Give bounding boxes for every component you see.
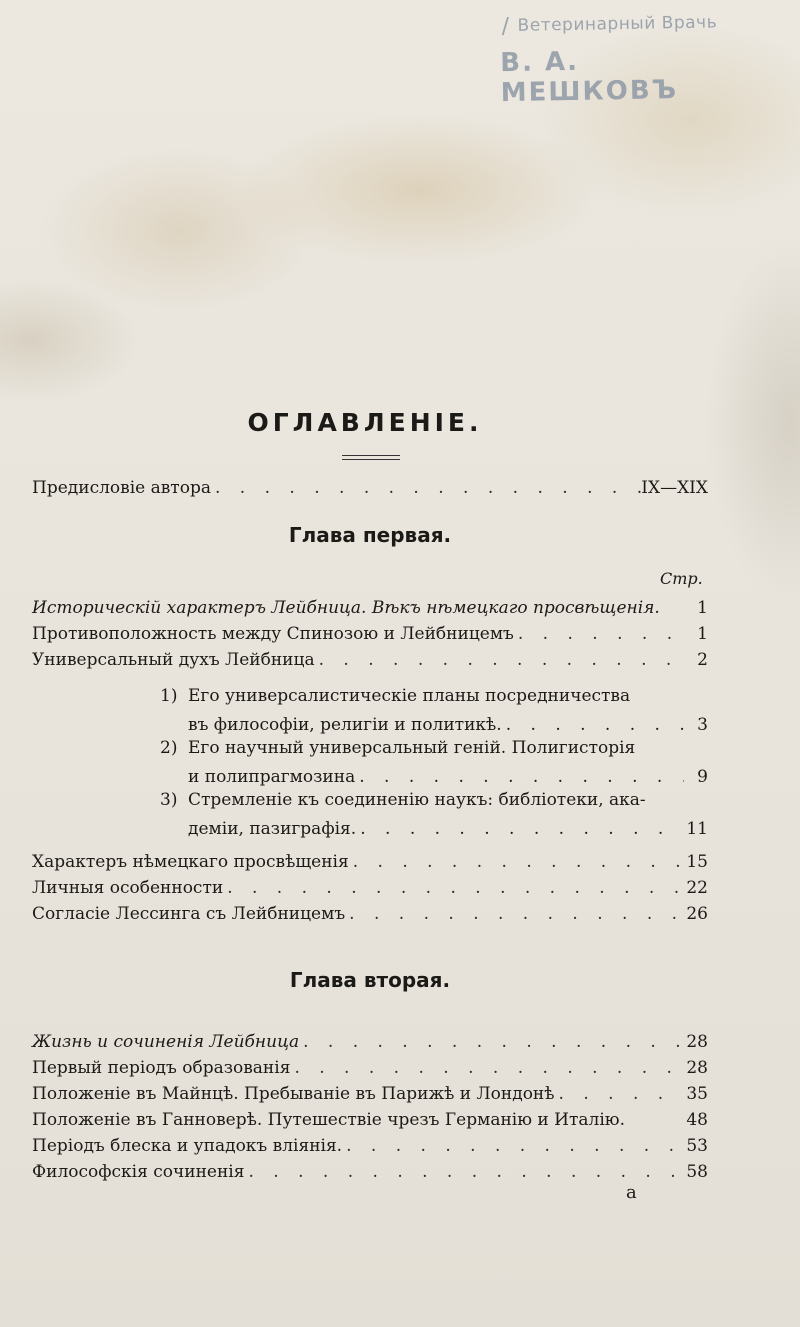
title-divider (342, 455, 400, 460)
leader-dots (514, 624, 682, 644)
subentry-line-2: и полипрагмозина (188, 767, 356, 787)
subentry-number: 1) (160, 686, 178, 706)
leader-dots (299, 1032, 682, 1052)
toc-page: 22 (686, 878, 708, 898)
toc-label: Первый періодъ образованія (32, 1058, 291, 1078)
toc-page: 28 (686, 1058, 708, 1078)
toc-page: 3 (697, 715, 708, 735)
page-column-label: Стр. (660, 569, 703, 588)
toc-page: 35 (686, 1084, 708, 1104)
toc-label: Противоположность между Спинозою и Лейбницемъ (32, 624, 514, 644)
toc-row (32, 1136, 708, 1162)
leader-dots (345, 904, 682, 924)
subentry-line-2: деміи, пазиграфія. (188, 819, 357, 839)
signature-mark: a (626, 1182, 637, 1203)
toc-label: Жизнь и сочиненія Лейбница (32, 1032, 300, 1052)
stamp-line-1: Ветеринарный Врачь (517, 12, 718, 36)
toc-row (32, 1058, 708, 1084)
leader-dots (315, 650, 682, 670)
toc-page: 9 (697, 767, 708, 787)
leader-dots (356, 819, 684, 839)
toc-row (32, 598, 708, 624)
stamp-slash: / (501, 14, 510, 40)
toc-label: Философскія сочиненія (32, 1162, 245, 1182)
toc-page: 28 (686, 1032, 708, 1052)
toc-row (32, 878, 708, 904)
leader-dots (223, 878, 682, 898)
toc-page: 58 (686, 1162, 708, 1182)
toc-row (32, 624, 708, 650)
toc-label: Положеніе въ Ганноверѣ. Путешествіе чрезъ Германію и Италію. (32, 1110, 625, 1130)
toc-page: 11 (686, 819, 708, 839)
toc-row-preface (32, 478, 708, 504)
subentry-number: 2) (160, 738, 178, 758)
toc-row (32, 1162, 708, 1188)
leader-dots (211, 478, 641, 498)
toc-label: Универсальный духъ Лейбница (32, 650, 315, 670)
toc-label: Личныя особенности (32, 878, 224, 898)
toc-label: Періодъ блеска и упадокъ вліянія. (32, 1136, 343, 1156)
leader-dots (555, 1084, 682, 1104)
toc-page: 48 (686, 1110, 708, 1130)
leader-dots (349, 852, 682, 872)
toc-page: 2 (697, 650, 708, 670)
toc-label: Согласіе Лессинга съ Лейбницемъ (32, 904, 346, 924)
leader-dots (290, 1058, 682, 1078)
subentry-line-1: Его научный универсальный геній. Полигисторія (188, 738, 636, 758)
leader-dots (355, 767, 684, 787)
leader-dots (502, 715, 684, 735)
toc-row (32, 1084, 708, 1110)
subentry-number: 3) (160, 790, 178, 810)
toc-row (32, 852, 708, 878)
toc-label: Историческій характеръ Лейбница. Вѣкъ нѣмецкаго просвѣщенія. (32, 598, 660, 618)
subentry-line-2: въ философіи, религіи и политикѣ. (188, 715, 502, 735)
toc-row (32, 650, 708, 676)
toc-page: 53 (686, 1136, 708, 1156)
leader-dots (342, 1136, 682, 1156)
toc-label: Положеніе въ Майнцѣ. Пребываніе въ Парижѣ и Лондонѣ (32, 1084, 555, 1104)
toc-page: 1 (697, 624, 708, 644)
toc-page: 26 (686, 904, 708, 924)
subentry-line-1: Стремленіе къ соединенію наукъ: библіотеки, ака- (188, 790, 646, 810)
toc-page: IX—XIX (641, 478, 708, 498)
ownership-stamp (499, 10, 750, 109)
subentry-line-1: Его универсалистическіе планы посредничества (188, 686, 631, 706)
toc-page: 1 (697, 598, 708, 618)
stamp-line-2: В. А. МЕШКОВЪ (499, 46, 679, 109)
toc-page: 15 (686, 852, 708, 872)
toc-row (32, 1110, 708, 1136)
toc-label: Характеръ нѣмецкаго просвѣщенія (32, 852, 349, 872)
toc-label: Предисловіе автора (32, 478, 211, 498)
toc-row (32, 904, 708, 930)
page-title: ОГЛАВЛЕНІЕ. (247, 408, 483, 437)
chapter-heading-1: Глава первая. (288, 523, 452, 547)
chapter-heading-2: Глава вторая. (289, 968, 451, 992)
toc-row (32, 1032, 708, 1058)
leader-dots (244, 1162, 682, 1182)
